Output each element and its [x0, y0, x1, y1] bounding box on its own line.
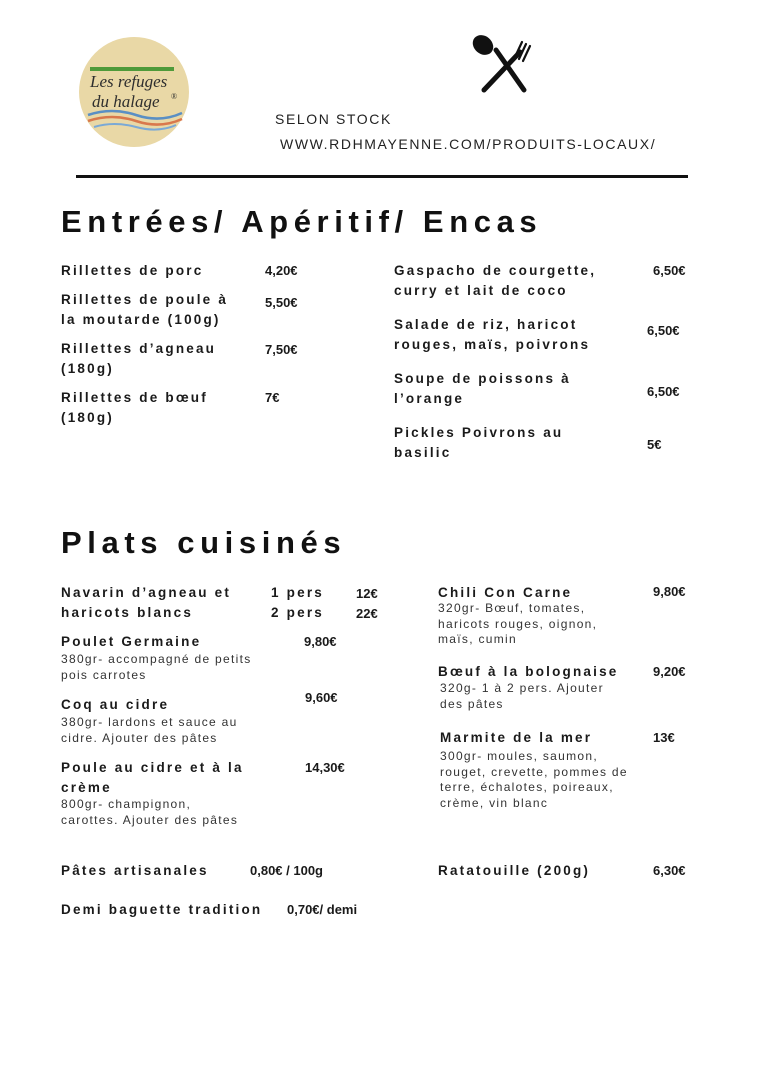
extra-item-price: 0,70€/ demi — [287, 902, 358, 917]
logo-line1: Les refuges — [90, 72, 168, 91]
entree-item-name: Pickles Poivrons au basilic — [394, 425, 564, 460]
entree-item-price: 6,50€ — [653, 263, 686, 278]
extra-item-name: Ratatouille (200g) — [438, 863, 591, 878]
entree-item-name: Salade de riz, haricot rouges, maïs, poivrons — [394, 317, 591, 352]
entree-item-name: Soupe de poissons à l’orange — [394, 371, 571, 406]
plat-item-description: 380gr- lardons et sauce au cidre. Ajouter des pâtes — [61, 715, 238, 745]
entree-item-price: 7€ — [265, 390, 280, 405]
plat-item-name: Bœuf à la bolognaise — [438, 664, 619, 679]
plat-item-name: Chili Con Carne — [438, 585, 573, 600]
spoon-fork-icon — [466, 34, 532, 96]
brand-logo — [78, 36, 190, 148]
plat-item-name: Marmite de la mer — [440, 730, 593, 745]
plat-item-description: 800gr- champignon, carottes. Ajouter des pâtes — [61, 797, 239, 827]
entree-item-name: Rillettes de porc — [61, 263, 204, 278]
entree-item-name: Rillettes de poule à la moutarde (100g) — [61, 292, 229, 327]
logo-registered: ® — [171, 92, 178, 101]
entree-item-name: Rillettes d’agneau (180g) — [61, 341, 217, 376]
plat-item-description: 380gr- accompagné de petits pois carrotes — [61, 652, 252, 682]
extra-item-name: Pâtes artisanales — [61, 863, 209, 878]
plat-item-name: Poulet Germaine — [61, 634, 202, 649]
entree-item-name: Rillettes de bœuf (180g) — [61, 390, 208, 425]
plat-item-price: 9,80€ — [304, 634, 337, 649]
plat-item-price: 14,30€ — [305, 760, 345, 775]
portion-prices: 12€ 22€ — [356, 586, 378, 621]
plat-item-name: Navarin d’agneau et haricots blancs — [61, 585, 232, 620]
plat-item-name: Coq au cidre — [61, 697, 170, 712]
entree-item-price: 4,20€ — [265, 263, 298, 278]
extra-item-price: 6,30€ — [653, 863, 686, 878]
entree-item-price: 5€ — [647, 437, 662, 452]
portion-options: 1 pers 2 pers — [271, 585, 324, 620]
plat-item-description: 320gr- Bœuf, tomates, haricots rouges, oignon, maïs, cumin — [438, 601, 598, 646]
stock-note: SELON STOCK — [275, 111, 392, 127]
header-divider — [76, 175, 688, 178]
entree-item-name: Gaspacho de courgette, curry et lait de coco — [394, 263, 597, 298]
plat-item-description: 300gr- moules, saumon, rouget, crevette, pommes de terre, échalotes, poireaux, crème, vin blanc — [440, 749, 628, 810]
plat-item-description: 320g- 1 à 2 pers. Ajouter des pâtes — [440, 681, 604, 711]
logo-green-bar — [90, 67, 174, 71]
extra-item-name: Demi baguette tradition — [61, 902, 263, 917]
entree-item-price: 6,50€ — [647, 384, 680, 399]
plat-item-price: 9,80€ — [653, 584, 686, 599]
website-link[interactable]: WWW.RDHMAYENNE.COM/PRODUITS-LOCAUX/ — [280, 136, 657, 152]
plat-item-name: Poule au cidre et à la crème — [61, 760, 244, 795]
spoon-bowl — [469, 34, 497, 59]
plat-item-price: 9,20€ — [653, 664, 686, 679]
section-title-entrees: Entrées/ Apéritif/ Encas — [61, 204, 543, 239]
extra-item-price: 0,80€ / 100g — [250, 863, 323, 878]
entree-item-price: 7,50€ — [265, 342, 298, 357]
section-title-plats: Plats cuisinés — [61, 525, 347, 560]
logo-line2: du halage — [92, 92, 160, 111]
entree-item-price: 5,50€ — [265, 295, 298, 310]
plat-item-price: 13€ — [653, 730, 675, 745]
plat-item-price: 9,60€ — [305, 690, 338, 705]
entree-item-price: 6,50€ — [647, 323, 680, 338]
